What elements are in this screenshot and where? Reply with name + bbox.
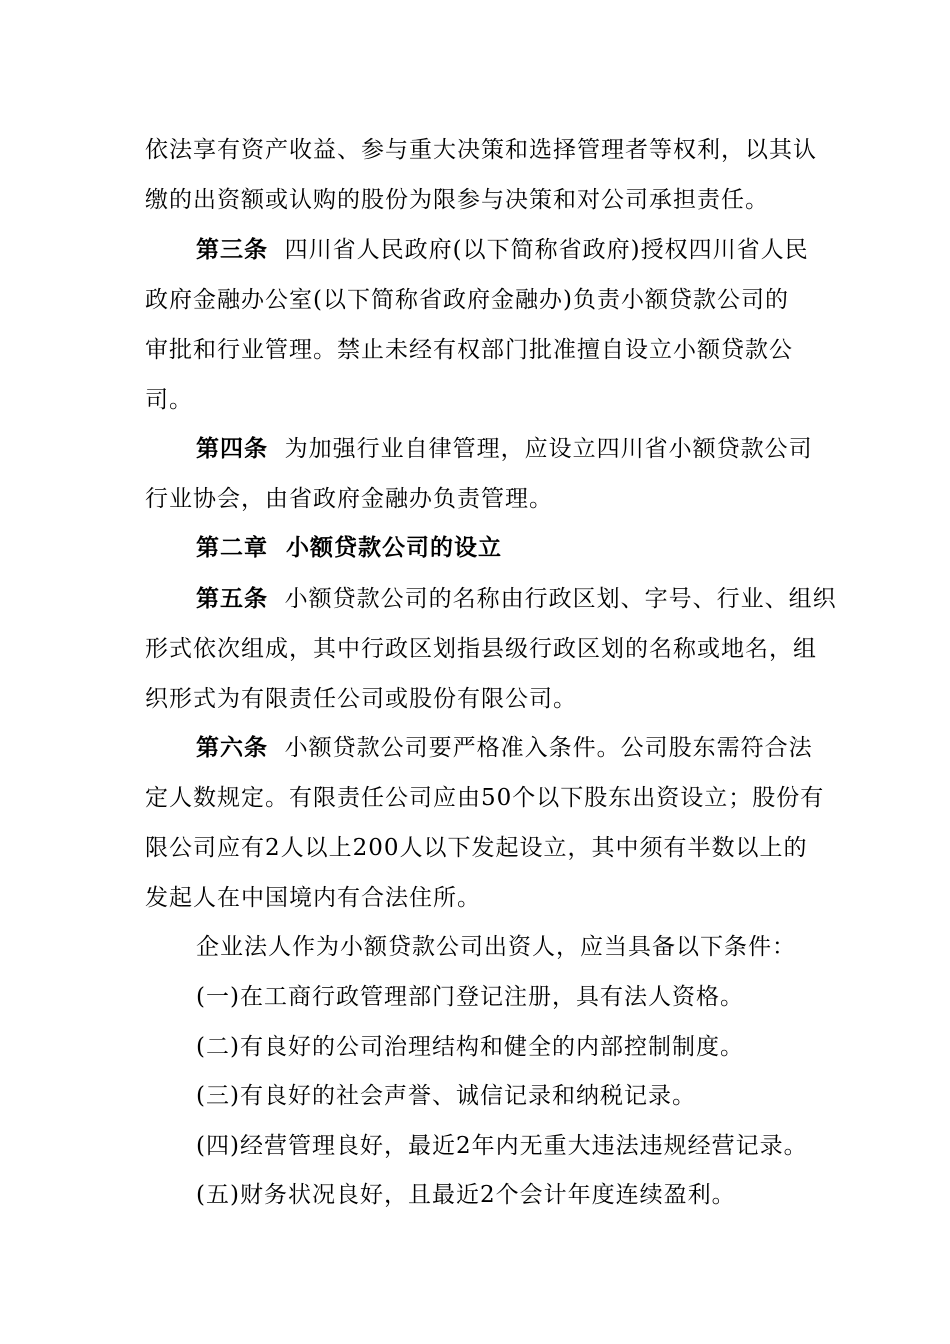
text-line: 缴的出资额或认购的股份为限参与决策和对公司承担责任。 (145, 187, 769, 213)
text-line: (三)有良好的社会声誉、诚信记录和纳税记录。 (196, 1083, 696, 1109)
article-heading: 第三条 (196, 236, 268, 263)
text-line: (一)在工商行政管理部门登记注册，具有法人资格。 (196, 984, 744, 1010)
article-5 (145, 574, 845, 724)
text-line: 企业法人作为小额贷款公司出资人，应当具备以下条件： (196, 934, 796, 960)
paragraph-continuation (145, 125, 845, 225)
text-line: 审批和行业管理。禁止未经有权部门批准擅自设立小额贷款公 (145, 337, 793, 363)
chapter-heading: 第二章 小额贷款公司的设立 (196, 534, 503, 561)
condition-item-3 (145, 1071, 845, 1121)
text-line: 行业协会，由省政府金融办负责管理。 (145, 486, 553, 512)
article-heading: 第五条 (196, 585, 268, 612)
text-line: 政府金融办公室(以下简称省政府金融办)负责小额贷款公司的 (145, 287, 789, 313)
text-line: 小额贷款公司要严格准入条件。公司股东需符合法 (284, 735, 813, 761)
text-line: (四)经营管理良好，最近2年内无重大违法违规经营记录。 (196, 1133, 808, 1159)
text-line: 四川省人民政府(以下简称省政府)授权四川省人民 (284, 237, 809, 263)
text-line: 织形式为有限责任公司或股份有限公司。 (145, 686, 577, 712)
text-line: (二)有良好的公司治理结构和健全的内部控制制度。 (196, 1034, 744, 1060)
condition-item-5 (145, 1170, 845, 1220)
article-heading: 第四条 (196, 435, 268, 462)
conditions-intro (145, 922, 845, 972)
text-line: 为加强行业自律管理，应设立四川省小额贷款公司 (284, 436, 813, 462)
text-line: 司。 (145, 387, 193, 413)
condition-item-1 (145, 972, 845, 1022)
chapter-heading-block (145, 523, 845, 573)
text-line: 小额贷款公司的名称由行政区划、字号、行业、组织 (284, 586, 837, 612)
text-line: 限公司应有2人以上200人以下发起设立，其中须有半数以上的 (145, 835, 808, 861)
condition-item-4 (145, 1121, 845, 1171)
condition-item-2 (145, 1022, 845, 1072)
article-6 (145, 723, 845, 923)
text-line: 发起人在中国境内有合法住所。 (145, 885, 481, 911)
article-3 (145, 225, 845, 425)
text-line: 形式依次组成，其中行政区划指县级行政区划的名称或地名，组 (145, 636, 817, 662)
text-line: 依法享有资产收益、参与重大决策和选择管理者等权利，以其认 (145, 137, 817, 163)
article-4 (145, 424, 845, 524)
text-line: (五)财务状况良好，且最近2个会计年度连续盈利。 (196, 1182, 736, 1208)
text-line: 定人数规定。有限责任公司应由50个以下股东出资设立；股份有 (145, 785, 825, 811)
article-heading: 第六条 (196, 734, 268, 761)
